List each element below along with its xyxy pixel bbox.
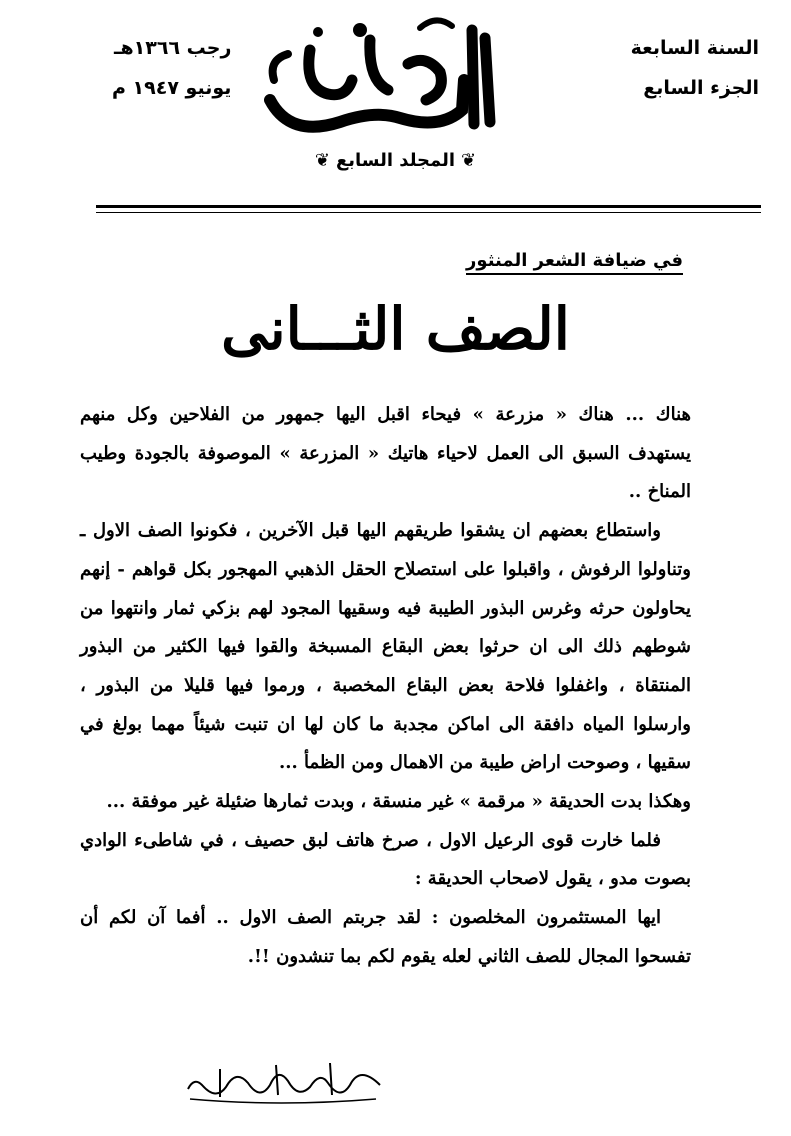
author-signature: [180, 1055, 390, 1107]
part-label: الجزء السابع: [643, 77, 759, 99]
header-dates: [112, 28, 231, 108]
paragraph: واستطاع بعضهم ان يشقوا طريقهم اليها قبل الآخرين ، فكونوا الصف الاول ـ وتناولوا الرفوش ، واقبلوا على استصلاح الحقل الذهبي المهجور بكل قواهم - إنهم يحاولون حرثه وغرس البذور الطيبة فيه وسقيها المجود لهم بزكي ثمار وانتهوا من شوطهم ذلك الى ان حرثوا بعض البقاع المسبخة والقوا فيها الكثير من البذور المنتقاة ، واغفلوا فلاحة بعض البقاع المخصبة ، ورموا فيها قليلا من البذور ، وارسلوا المياه دافقة الى اماكن مجدبة ما كان لها ان تنبت شيئاً مهما بولغ في سقيها ، وصوحت اراض طيبة من الاهمال ومن الظمأ ...: [80, 520, 691, 774]
volume-banner: [0, 140, 791, 180]
header-rule-thin: [96, 212, 761, 213]
masthead-logo: [250, 10, 520, 140]
article-body: [80, 396, 691, 977]
hijri-date: رجب ١٣٦٦هـ: [113, 37, 232, 59]
ornament-right: ❦: [461, 149, 477, 171]
ornament-left: ❦: [314, 149, 330, 171]
header-rule-thick: [96, 205, 761, 208]
paragraph: ايها المستثمرون المخلصون : لقد جربتم الصف الاول .. أفما آن لكم أن تفسحوا المجال للصف الثاني لعله يقوم لكم بما تنشدون !!.: [80, 907, 691, 967]
signature-scribble: [180, 1055, 390, 1107]
volume-label: المجلد السابع: [335, 149, 456, 171]
paragraph: هناك ... هناك « مزرعة » فيحاء اقبل اليها جمهور من الفلاحين وكل منهم يستهدف السبق الى العمل لاحياء هاتيك « المزرعة » الموصوفة بالجودة وطيب المناخ ..: [80, 404, 691, 503]
paragraph: فلما خارت قوى الرعيل الاول ، صرخ هاتف لبق حصيف ، في شاطىء الوادي بصوت مدو ، يقول لاصحاب الحديقة :: [80, 829, 691, 890]
section-label: في ضيافة الشعر المنثور: [466, 250, 683, 275]
gregorian-date: يونيو ١٩٤٧ م: [112, 77, 232, 99]
header-issue-info: [631, 28, 759, 108]
year-label: السنة السابعة: [630, 37, 759, 59]
masthead-calligraphy: [250, 10, 520, 140]
paragraph: وهكذا بدت الحديقة « مرقمة » غير منسقة ، وبدت ثمارها ضئيلة غير موفقة ...: [106, 791, 691, 813]
article-title: الصف الثـــانى: [221, 295, 570, 363]
